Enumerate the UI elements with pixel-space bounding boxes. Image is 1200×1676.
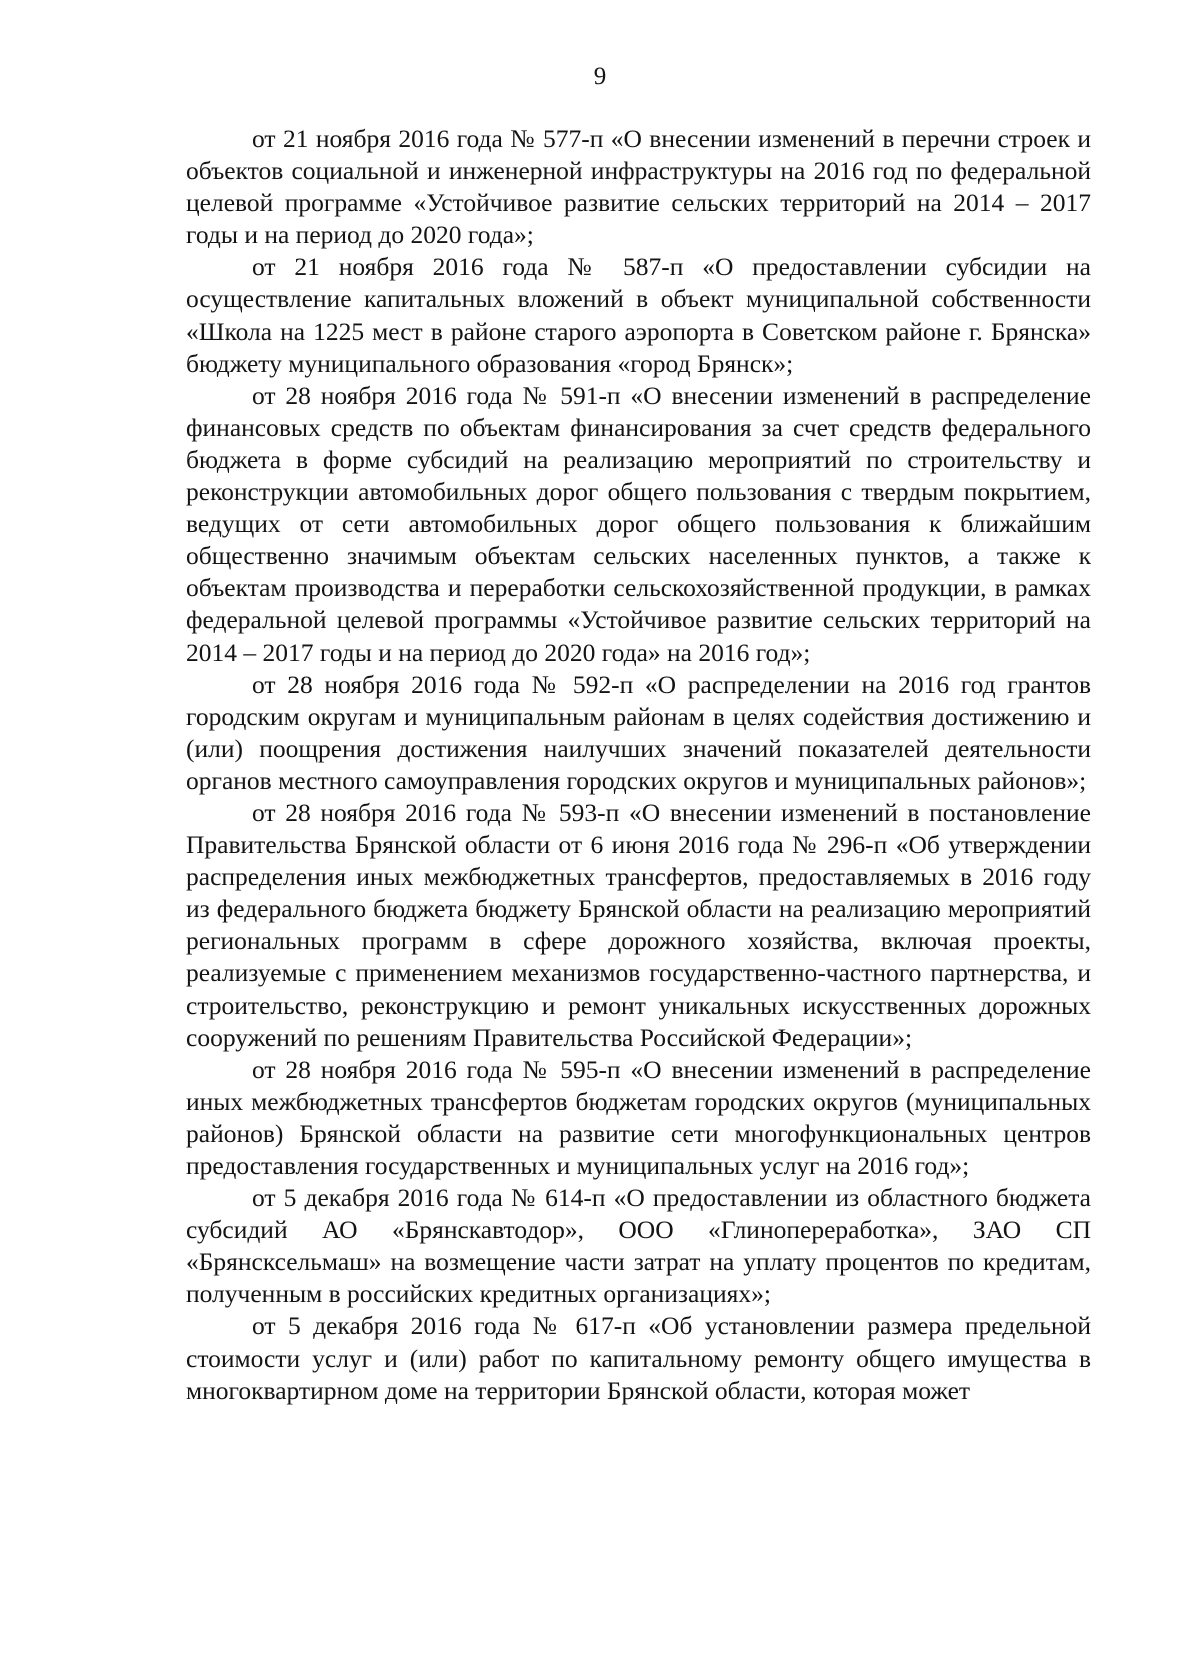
paragraph-resolution-595: от 28 ноября 2016 года № 595-п «О внесении изменений в распределение иных межбюджетных трансфертов бюджетам городских округов (муниципальных районов) Брянской области на развитие сети многофункциональных центров предоставления государственных и муниципальных услуг на 2016 год»; [186,1054,1091,1180]
paragraph-resolution-577: от 21 ноября 2016 года № 577-п «О внесении изменений в перечни строек и объектов социальной и инженерной инфраструктуры на 2016 год по федеральной целевой программе «Устойчивое развитие сельских территорий на 2014 – 2017 годы и на период до 2020 года»; [186,124,1091,250]
paragraph-resolution-591: от 28 ноября 2016 года № 591-п «О внесении изменений в распределение финансовых средств по объектам финансирования за счет средств федерального бюджета в форме субсидий на реализацию мероприятий по строительству и реконструкции автомобильных дорог общего пользования с твердым покрытием, ведущих от сети автомобильных дорог общего пользования к ближайшим общественно значимым объектам сельских населенных пунктов, а также к объектам производства и переработки сельскохозяйственной продукции, в рамках федеральной целевой программы «Устойчивое развитие сельских территорий на 2014 – 2017 годы и на период до 2020 года» на 2016 год»; [186,380,1091,667]
paragraph-resolution-617: от 5 декабря 2016 года № 617-п «Об установлении размера предельной стоимости услуг и (или) работ по капитальному ремонту общего имущества в многоквартирном доме на территории Брянской области, которая может [186,1311,1091,1405]
page-number: 9 [593,63,607,90]
paragraph-resolution-614: от 5 декабря 2016 года № 614-п «О предоставлении из областного бюджета субсидий АО «Брянскавтодор», ООО «Глинопереработка», ЗАО СП «Брянсксельмаш» на возмещение части затрат на уплату процентов по кредитам, полученным в российских кредитных организациях»; [186,1183,1091,1309]
paragraph-resolution-587: от 21 ноября 2016 года № 587-п «О предоставлении субсидии на осуществление капитальных вложений в объект муниципальной собственности «Школа на 1225 мест в районе старого аэропорта в Советском районе г. Брянска» бюджету муниципального образования «город Брянск»; [186,252,1091,378]
paragraph-resolution-593: от 28 ноября 2016 года № 593-п «О внесении изменений в постановление Правительства Брянской области от 6 июня 2016 года № 296-п «Об утверждении распределения иных межбюджетных трансфертов, предоставляемых в 2016 году из федерального бюджета бюджету Брянской области на реализацию мероприятий региональных программ в сфере дорожного хозяйства, включая проекты, реализуемые с применением механизмов государственно-частного партнерства, и строительство, реконструкцию и ремонт уникальных искусственных дорожных сооружений по решениям Правительства Российской Федерации»; [186,797,1091,1052]
document-body [186,123,1091,1407]
paragraph-resolution-592: от 28 ноября 2016 года № 592-п «О распределении на 2016 год грантов городским округам и муниципальным районам в целях содействия достижению и (или) поощрения достижения наилучших значений показателей деятельности органов местного самоуправления городских округов и муниципальных районов»; [186,669,1091,795]
